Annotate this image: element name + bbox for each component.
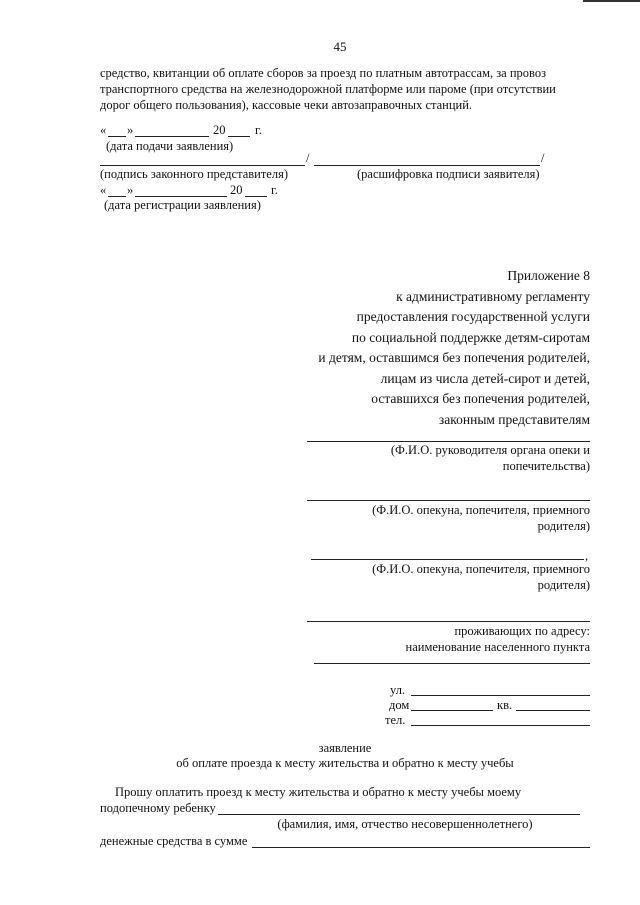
quote-close: » xyxy=(127,183,134,197)
year-suffix: г. xyxy=(271,183,278,197)
appendix-line: предоставления государственной услуги xyxy=(356,309,590,324)
year-prefix: 20 xyxy=(230,183,243,197)
date-register-caption: (дата регистрации заявления) xyxy=(104,198,261,212)
quote-open: « xyxy=(100,123,107,137)
month-blank[interactable] xyxy=(135,196,227,197)
guardian1-caption: родителя) xyxy=(537,519,590,533)
locality-label: наименование населенного пункта xyxy=(405,640,590,654)
guardian1-name-blank[interactable] xyxy=(307,500,590,501)
child-caption: (фамилия, имя, отчество несовершеннолетнего) xyxy=(277,817,533,831)
head-name-blank[interactable] xyxy=(307,441,590,442)
address-blank[interactable] xyxy=(307,621,590,622)
signature-left-caption: (подпись законного представителя) xyxy=(100,167,288,181)
amount-blank[interactable] xyxy=(252,847,590,848)
phone-blank[interactable] xyxy=(411,725,590,726)
day-blank[interactable] xyxy=(108,136,126,137)
intro-line: дорог общего пользования), кассовые чеки автозаправочных станций. xyxy=(100,98,473,112)
apartment-blank[interactable] xyxy=(516,710,590,711)
intro-line: транспортного средства на железнодорожной платформе или пароме (при отсутствии xyxy=(100,82,556,96)
guardian2-comma: , xyxy=(585,549,589,563)
appendix-line: лицам из числа детей-сирот и детей, xyxy=(380,370,590,386)
locality-blank[interactable] xyxy=(314,663,590,664)
year-prefix: 20 xyxy=(213,123,226,137)
appendix-line: и детям, оставшимся без попечения родителей, xyxy=(318,350,590,365)
guardian2-caption: (Ф.И.О. опекуна, попечителя, приемного xyxy=(372,562,590,576)
request-line: подопечному ребенку xyxy=(100,801,216,815)
date-submit-caption: (дата подачи заявления) xyxy=(106,139,234,153)
street-label: ул. xyxy=(390,683,406,697)
house-label: дом xyxy=(389,698,410,712)
signature-slash-end: / xyxy=(541,151,545,165)
year-blank[interactable] xyxy=(245,196,267,197)
amount-label: денежные средства в сумме xyxy=(100,834,248,848)
appendix-header xyxy=(260,266,590,430)
residing-label: проживающих по адресу: xyxy=(454,624,590,638)
statement-title: заявление xyxy=(318,741,372,755)
top-edge-rule xyxy=(583,0,640,2)
day-blank[interactable] xyxy=(108,196,126,197)
guardian2-caption: родителя) xyxy=(537,578,590,592)
child-name-blank[interactable] xyxy=(218,814,580,815)
house-blank[interactable] xyxy=(411,710,493,711)
apartment-label: кв. xyxy=(497,698,513,712)
intro-line: средство, квитанции об оплате сборов за проезд по платным автотрассам, за провоз xyxy=(100,66,547,80)
guardian1-caption: (Ф.И.О. опекуна, попечителя, приемного xyxy=(372,503,590,517)
request-line: Прошу оплатить проезд к месту жительства и обратно к месту учебы моему xyxy=(115,785,522,799)
month-blank[interactable] xyxy=(135,136,209,137)
appendix-line: оставшихся без попечения родителей, xyxy=(371,391,590,406)
signature-decoding-blank[interactable] xyxy=(314,165,540,166)
year-suffix: г. xyxy=(255,123,262,137)
appendix-line: законным представителям xyxy=(438,411,590,427)
signature-slash: / xyxy=(306,151,310,165)
appendix-line: по социальной поддержке детям-сиротам xyxy=(351,329,590,345)
appendix-line: Приложение 8 xyxy=(507,268,590,283)
appendix-line: к административному регламенту xyxy=(396,288,590,304)
head-caption: (Ф.И.О. руководителя органа опеки и xyxy=(390,443,590,457)
quote-open: « xyxy=(100,183,107,197)
street-blank[interactable] xyxy=(411,695,590,696)
page-number: 45 xyxy=(333,39,347,54)
signature-blank[interactable] xyxy=(100,165,305,166)
head-caption: попечительства) xyxy=(502,459,590,473)
statement-subtitle: об оплате проезда к месту жительства и обратно к месту учебы xyxy=(176,756,514,770)
quote-close: » xyxy=(127,123,134,137)
guardian2-name-blank[interactable] xyxy=(311,559,584,560)
phone-label: тел. xyxy=(385,713,406,727)
year-blank[interactable] xyxy=(228,136,250,137)
signature-right-caption: (расшифровка подписи заявителя) xyxy=(357,167,540,181)
